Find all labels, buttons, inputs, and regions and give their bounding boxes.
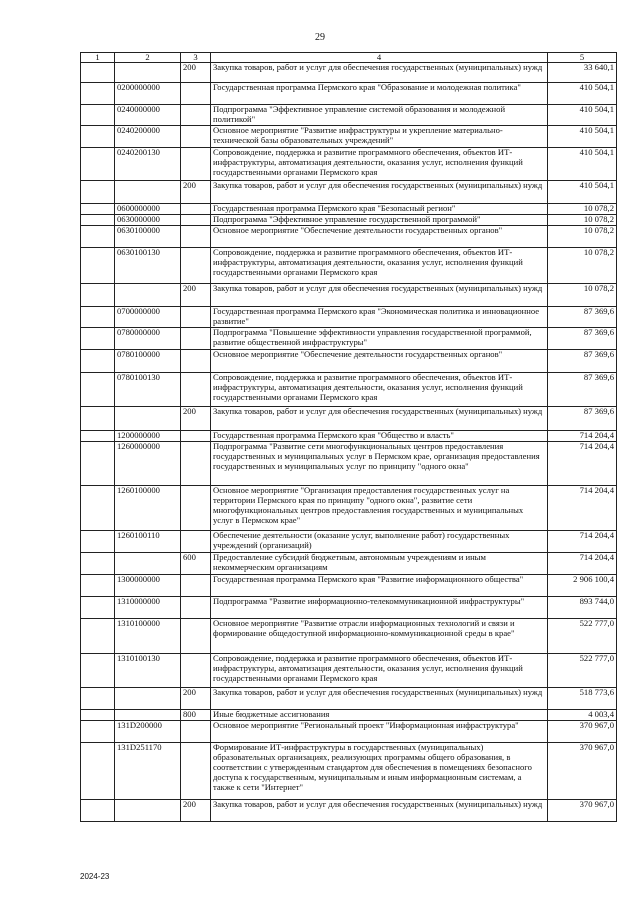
row-expense-type-cell — [181, 148, 211, 181]
row-name-cell: Закупка товаров, работ и услуг для обеспечения государственных (муниципальных) нужд — [211, 283, 548, 306]
row-name-cell: Государственная программа Пермского края "Образование и молодежная политика" — [211, 83, 548, 105]
table-row — [81, 441, 617, 485]
row-empty-cell — [81, 596, 115, 618]
row-name-cell: Закупка товаров, работ и услуг для обеспечения государственных (муниципальных) нужд — [211, 63, 548, 83]
row-empty-cell — [81, 618, 115, 653]
row-amount-cell: 410 504,1 — [548, 105, 617, 126]
row-expense-type-cell — [181, 247, 211, 283]
row-name-cell: Иные бюджетные ассигнования — [211, 709, 548, 720]
row-amount-cell: 4 003,4 — [548, 709, 617, 720]
row-code-cell — [115, 552, 181, 574]
row-empty-cell — [81, 181, 115, 204]
row-code-cell: 0700000000 — [115, 306, 181, 327]
row-empty-cell — [81, 742, 115, 799]
table-row — [81, 552, 617, 574]
row-empty-cell — [81, 283, 115, 306]
row-name-cell: Сопровождение, поддержка и развитие программного обеспечения, объектов ИТ-инфраструктуры, автоматизация деятельности, оказания услуг, исполнения функций государственными органами Пермского края — [211, 653, 548, 687]
row-name-cell: Закупка товаров, работ и услуг для обеспечения государственных (муниципальных) нужд — [211, 687, 548, 709]
row-empty-cell — [81, 653, 115, 687]
row-amount-cell: 10 078,2 — [548, 214, 617, 225]
row-code-cell: 0240000000 — [115, 105, 181, 126]
row-amount-cell: 10 078,2 — [548, 225, 617, 247]
row-amount-cell: 410 504,1 — [548, 181, 617, 204]
row-amount-cell: 370 967,0 — [548, 742, 617, 799]
row-code-cell: 0630100130 — [115, 247, 181, 283]
row-code-cell: 1260100110 — [115, 530, 181, 552]
table-row — [81, 618, 617, 653]
row-expense-type-cell — [181, 306, 211, 327]
row-code-cell — [115, 406, 181, 430]
row-amount-cell: 518 773,6 — [548, 687, 617, 709]
row-empty-cell — [81, 485, 115, 530]
column-header: 1 — [81, 53, 115, 63]
row-empty-cell — [81, 372, 115, 406]
row-name-cell: Основное мероприятие "Развитие инфраструктуры и укрепление материально-технической базы образовательных учреждений" — [211, 126, 548, 148]
footer-code: 2024-23 — [80, 872, 110, 881]
row-empty-cell — [81, 441, 115, 485]
row-name-cell: Государственная программа Пермского края "Безопасный регион" — [211, 204, 548, 215]
row-code-cell: 0200000000 — [115, 83, 181, 105]
row-name-cell: Подпрограмма "Развитие информационно-телекоммуникационной инфраструктуры" — [211, 596, 548, 618]
table-row — [81, 225, 617, 247]
row-name-cell: Государственная программа Пермского края "Развитие информационного общества" — [211, 574, 548, 596]
row-expense-type-cell: 200 — [181, 406, 211, 430]
row-expense-type-cell — [181, 327, 211, 349]
row-code-cell: 0240200000 — [115, 126, 181, 148]
row-expense-type-cell — [181, 653, 211, 687]
row-empty-cell — [81, 349, 115, 372]
row-code-cell: 0780000000 — [115, 327, 181, 349]
row-empty-cell — [81, 105, 115, 126]
row-amount-cell: 370 967,0 — [548, 720, 617, 742]
row-expense-type-cell — [181, 214, 211, 225]
table-row — [81, 530, 617, 552]
row-empty-cell — [81, 306, 115, 327]
row-name-cell: Обеспечение деятельности (оказание услуг, выполнение работ) государственных учреждений (организаций) — [211, 530, 548, 552]
row-empty-cell — [81, 225, 115, 247]
row-empty-cell — [81, 552, 115, 574]
row-amount-cell: 522 777,0 — [548, 653, 617, 687]
row-empty-cell — [81, 720, 115, 742]
page-number: 29 — [315, 32, 325, 43]
row-code-cell: 1310100000 — [115, 618, 181, 653]
row-amount-cell: 410 504,1 — [548, 83, 617, 105]
row-expense-type-cell — [181, 372, 211, 406]
row-empty-cell — [81, 430, 115, 441]
row-amount-cell: 87 369,6 — [548, 372, 617, 406]
table-row — [81, 63, 617, 83]
row-amount-cell: 714 204,4 — [548, 485, 617, 530]
column-header: 4 — [211, 53, 548, 63]
row-name-cell: Предоставление субсидий бюджетным, автономным учреждениям и иным некоммерческим организациям — [211, 552, 548, 574]
row-name-cell: Основное мероприятие "Обеспечение деятельности государственных органов" — [211, 225, 548, 247]
row-code-cell: 0780100000 — [115, 349, 181, 372]
row-empty-cell — [81, 530, 115, 552]
row-expense-type-cell: 200 — [181, 687, 211, 709]
row-code-cell: 1300000000 — [115, 574, 181, 596]
row-expense-type-cell — [181, 720, 211, 742]
row-expense-type-cell — [181, 618, 211, 653]
row-expense-type-cell — [181, 126, 211, 148]
table-row — [81, 687, 617, 709]
row-amount-cell: 370 967,0 — [548, 799, 617, 821]
row-empty-cell — [81, 83, 115, 105]
row-amount-cell: 10 078,2 — [548, 204, 617, 215]
row-name-cell: Основное мероприятие "Обеспечение деятельности государственных органов" — [211, 349, 548, 372]
row-amount-cell: 2 906 100,4 — [548, 574, 617, 596]
row-name-cell: Закупка товаров, работ и услуг для обеспечения государственных (муниципальных) нужд — [211, 406, 548, 430]
row-expense-type-cell — [181, 485, 211, 530]
row-name-cell: Сопровождение, поддержка и развитие программного обеспечения, объектов ИТ-инфраструктуры, автоматизация деятельности, оказания услуг, исполнения функций государственными органами Пермского края — [211, 247, 548, 283]
row-code-cell: 1310000000 — [115, 596, 181, 618]
row-amount-cell: 410 504,1 — [548, 148, 617, 181]
row-name-cell: Подпрограмма "Повышение эффективности управления государственной программой, развитие общественной инфраструктуры" — [211, 327, 548, 349]
row-expense-type-cell — [181, 83, 211, 105]
row-code-cell — [115, 283, 181, 306]
table-row — [81, 596, 617, 618]
row-empty-cell — [81, 148, 115, 181]
row-expense-type-cell — [181, 430, 211, 441]
table-row — [81, 181, 617, 204]
table-row — [81, 653, 617, 687]
table-row — [81, 372, 617, 406]
row-code-cell: 1260100000 — [115, 485, 181, 530]
budget-table — [80, 52, 617, 822]
row-amount-cell: 410 504,1 — [548, 126, 617, 148]
table-row — [81, 485, 617, 530]
row-expense-type-cell — [181, 349, 211, 372]
row-code-cell: 0780100130 — [115, 372, 181, 406]
row-name-cell: Подпрограмма "Эффективное управление системой образования и молодежной политикой" — [211, 105, 548, 126]
row-expense-type-cell — [181, 742, 211, 799]
row-name-cell: Основное мероприятие "Развитие отрасли информационных технологий и связи и формирование общедоступной информационно-коммуникационной среды в крае" — [211, 618, 548, 653]
row-amount-cell: 714 204,4 — [548, 552, 617, 574]
column-header: 5 — [548, 53, 617, 63]
row-expense-type-cell — [181, 574, 211, 596]
table-row — [81, 247, 617, 283]
row-name-cell: Сопровождение, поддержка и развитие программного обеспечения, объектов ИТ-инфраструктуры, автоматизация деятельности, оказания услуг, исполнения функций государственными органами Пермского края — [211, 148, 548, 181]
row-amount-cell: 87 369,6 — [548, 406, 617, 430]
row-amount-cell: 893 744,0 — [548, 596, 617, 618]
row-empty-cell — [81, 63, 115, 83]
table-row — [81, 574, 617, 596]
row-code-cell — [115, 799, 181, 821]
table-row — [81, 742, 617, 799]
row-name-cell: Государственная программа Пермского края "Общество и власть" — [211, 430, 548, 441]
row-amount-cell: 10 078,2 — [548, 247, 617, 283]
row-name-cell: Закупка товаров, работ и услуг для обеспечения государственных (муниципальных) нужд — [211, 799, 548, 821]
row-code-cell: 1200000000 — [115, 430, 181, 441]
row-expense-type-cell — [181, 204, 211, 215]
column-header: 2 — [115, 53, 181, 63]
row-code-cell — [115, 181, 181, 204]
row-empty-cell — [81, 126, 115, 148]
row-code-cell: 0630100000 — [115, 225, 181, 247]
row-code-cell: 0630000000 — [115, 214, 181, 225]
row-code-cell: 1260000000 — [115, 441, 181, 485]
row-expense-type-cell: 800 — [181, 709, 211, 720]
row-code-cell: 0600000000 — [115, 204, 181, 215]
row-empty-cell — [81, 327, 115, 349]
row-name-cell: Государственная программа Пермского края "Экономическая политика и инновационное развитие" — [211, 306, 548, 327]
row-amount-cell: 87 369,6 — [548, 327, 617, 349]
row-expense-type-cell — [181, 530, 211, 552]
table-row — [81, 709, 617, 720]
row-name-cell: Подпрограмма "Эффективное управление государственной программой" — [211, 214, 548, 225]
row-expense-type-cell — [181, 105, 211, 126]
row-code-cell: 131D251170 — [115, 742, 181, 799]
table-row — [81, 204, 617, 215]
table-row — [81, 406, 617, 430]
table-row — [81, 430, 617, 441]
row-expense-type-cell — [181, 225, 211, 247]
table-row — [81, 306, 617, 327]
row-code-cell — [115, 709, 181, 720]
row-expense-type-cell: 200 — [181, 181, 211, 204]
table-row — [81, 283, 617, 306]
row-amount-cell: 522 777,0 — [548, 618, 617, 653]
row-expense-type-cell: 600 — [181, 552, 211, 574]
row-name-cell: Сопровождение, поддержка и развитие программного обеспечения, объектов ИТ-инфраструктуры, автоматизация деятельности, оказания услуг, исполнения функций государственными органами Пермского края — [211, 372, 548, 406]
row-amount-cell: 714 204,4 — [548, 530, 617, 552]
table-header-row — [81, 53, 617, 63]
row-name-cell: Основное мероприятие "Региональный проект "Информационная инфраструктура" — [211, 720, 548, 742]
row-code-cell: 131D200000 — [115, 720, 181, 742]
row-empty-cell — [81, 406, 115, 430]
row-code-cell — [115, 687, 181, 709]
row-code-cell: 1310100130 — [115, 653, 181, 687]
row-expense-type-cell: 200 — [181, 799, 211, 821]
table-row — [81, 327, 617, 349]
row-expense-type-cell: 200 — [181, 63, 211, 83]
row-empty-cell — [81, 574, 115, 596]
table-row — [81, 720, 617, 742]
row-expense-type-cell — [181, 596, 211, 618]
row-name-cell: Закупка товаров, работ и услуг для обеспечения государственных (муниципальных) нужд — [211, 181, 548, 204]
row-expense-type-cell — [181, 441, 211, 485]
row-empty-cell — [81, 204, 115, 215]
row-amount-cell: 87 369,6 — [548, 306, 617, 327]
row-empty-cell — [81, 799, 115, 821]
row-empty-cell — [81, 709, 115, 720]
table-row — [81, 83, 617, 105]
row-amount-cell: 10 078,2 — [548, 283, 617, 306]
row-empty-cell — [81, 687, 115, 709]
row-amount-cell: 714 204,4 — [548, 441, 617, 485]
table-row — [81, 148, 617, 181]
row-name-cell: Подпрограмма "Развитие сети многофункциональных центров предоставления государственных и муниципальных услуг в Пермском крае, организация предоставления государственных и муниципальных услуг по принципу "одного окна" — [211, 441, 548, 485]
row-amount-cell: 33 640,1 — [548, 63, 617, 83]
row-code-cell — [115, 63, 181, 83]
table-row — [81, 126, 617, 148]
table-row — [81, 214, 617, 225]
row-amount-cell: 714 204,4 — [548, 430, 617, 441]
row-code-cell: 0240200130 — [115, 148, 181, 181]
table-row — [81, 349, 617, 372]
row-amount-cell: 87 369,6 — [548, 349, 617, 372]
row-name-cell: Основное мероприятие "Организация предоставления государственных услуг на территории Пермского края по принципу "одного окна", развитие сети многофункциональных центров предоставления государственных и муниципальных услуг в Пермском крае" — [211, 485, 548, 530]
row-empty-cell — [81, 214, 115, 225]
row-name-cell: Формирование ИТ-инфраструктуры в государственных (муниципальных) образовательных организациях, реализующих программы общего образования, в соответствии с утвержденным стандартом для обеспечения в помещениях безопасного доступа к государственным, муниципальным и иным информационным системам, а также к сети "Интернет" — [211, 742, 548, 799]
table-row — [81, 105, 617, 126]
table-row — [81, 799, 617, 821]
row-expense-type-cell: 200 — [181, 283, 211, 306]
column-header: 3 — [181, 53, 211, 63]
row-empty-cell — [81, 247, 115, 283]
